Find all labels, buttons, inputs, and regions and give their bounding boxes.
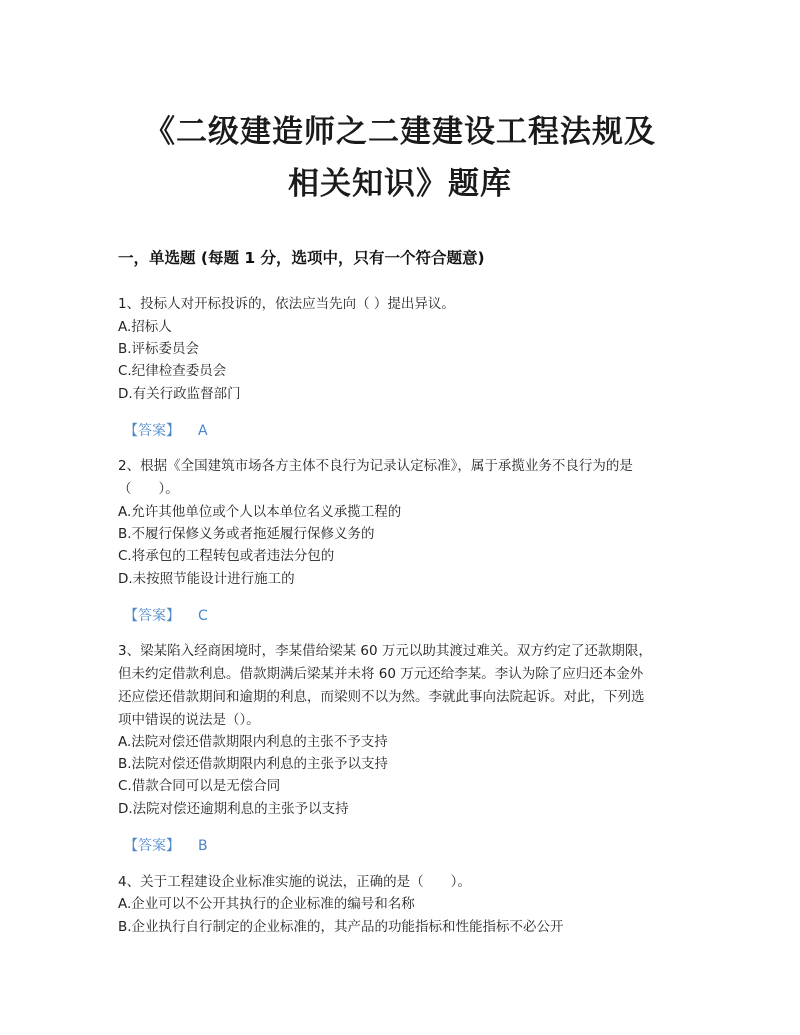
question-3-option-b: B.法院对偿还借款期限内利息的主张予以支持	[118, 756, 389, 772]
question-2-option-d: D.未按照节能设计进行施工的	[118, 571, 295, 587]
document-title-line1: 《二级建造师之二建建设工程法规及	[144, 114, 656, 150]
question-2-option-c: C.将承包的工程转包或者违法分包的	[118, 548, 335, 564]
question-3-text-line3: 还应偿还借款期间和逾期的利息，而梁则不以为然。李就此事向法院起诉。对此，下列选	[118, 689, 645, 705]
question-3-text-line4: 项中错误的说法是（）。	[118, 712, 260, 728]
question-2-option-b: B.不履行保修义务或者拖延履行保修义务的	[118, 526, 375, 542]
question-2-text-line2: （ ）。	[118, 481, 179, 497]
answer-label: 【答案】	[124, 838, 180, 854]
question-4-option-a: A.企业可以不公开其执行的企业标准的编号和名称	[118, 896, 415, 912]
question-3-text-line2: 但未约定借款利息。借款期满后梁某并未将 60 万元还给李某。李认为除了应归还本金外	[118, 666, 644, 682]
document-title-line2: 相关知识》题库	[288, 166, 512, 202]
question-3-option-a: A.法院对偿还借款期限内利息的主张不予支持	[118, 734, 388, 750]
question-1-answer	[124, 420, 208, 440]
answer-label: 【答案】	[124, 608, 180, 624]
question-1-option-a: A.招标人	[118, 319, 172, 335]
question-1-text: 1、投标人对开标投诉的，依法应当先向（ ）提出异议。	[118, 296, 455, 312]
answer-label: 【答案】	[124, 423, 180, 439]
question-2-answer	[124, 605, 208, 625]
answer-value: A	[198, 423, 208, 439]
question-1-option-d: D.有关行政监督部门	[118, 386, 241, 402]
question-2-option-a: A.允许其他单位或个人以本单位名义承揽工程的	[118, 504, 402, 520]
answer-value: C	[198, 608, 208, 624]
question-1-option-b: B.评标委员会	[118, 341, 200, 357]
question-4-option-b: B.企业执行自行制定的企业标准的，其产品的功能指标和性能指标不必公开	[118, 919, 564, 935]
question-4-text: 4、关于工程建设企业标准实施的说法，正确的是（ ）。	[118, 874, 471, 890]
section-heading: 一，单选题 (每题 1 分，选项中，只有一个符合题意)	[118, 249, 485, 267]
question-3-text-line1: 3、梁某陷入经商困境时，李某借给梁某 60 万元以助其渡过难关。双方约定了还款期限，	[118, 643, 652, 659]
answer-value: B	[198, 838, 208, 854]
question-3-option-d: D.法院对偿还逾期利息的主张予以支持	[118, 801, 349, 817]
question-1-option-c: C.纪律检查委员会	[118, 363, 227, 379]
question-3-answer	[124, 835, 208, 855]
question-3-option-c: C.借款合同可以是无偿合同	[118, 778, 281, 794]
question-2-text-line1: 2、根据《全国建筑市场各方主体不良行为记录认定标准》，属于承揽业务不良行为的是	[118, 458, 633, 474]
